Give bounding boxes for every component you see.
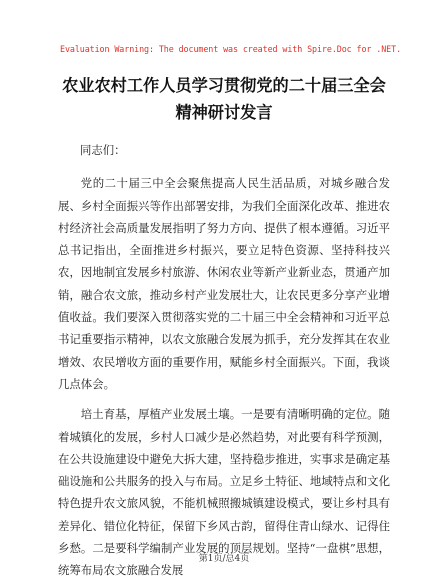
body-paragraph: 培土育基，厚植产业发展土壤。一是要有清晰明确的定位。随着城镇化的发展，乡村人口减少是必然趋势，对此要有科学预测，在公共设施建设中避免大拆大建，坚持稳步推进，实事求是确定基础设施和公共服务的投入与布局。立足乡土特征、地域特点和文化特色提升农文旅风貌，不能机械照搬城镇建设模式，要让乡村具有差异化、错位化特征，保留下乡风古韵，留得住青山绿水、记得住乡愁。二是要科学编制产业发展的顶层规划。坚持“一盘棋”思想，统筹布局农文旅融合发展 xyxy=(58,407,390,578)
salutation: 同志们： xyxy=(80,143,126,157)
page-number-footer: 第1页/总4页 xyxy=(198,554,250,564)
document-body xyxy=(58,139,390,582)
evaluation-watermark: Evaluation Warning: The document was created with Spire.Doc for .NET. xyxy=(60,44,402,54)
document-title: 农业农村工作人员学习贯彻党的二十届三全会精神研讨发言 xyxy=(62,76,386,122)
body-paragraph: 党的二十届三中全会聚焦提高人民生活品质，对城乡融合发展、乡村全面振兴等作出部署安排，为我们全面深化改革、推进农村经济社会高质量发展指明了努力方向、提供了根本遵循。习近平总书记指出，全面推进乡村振兴，要立足特色资源、坚持科技兴农，因地制宜发展乡村旅游、休闲农业等新产业新业态，贯通产加销，融合农文旅，推动乡村产业发展壮大，让农民更多分享产业增值收益。我们要深入贯彻落实党的二十届三中全会精神和习近平总书记重要指示精神，以农文旅融合发展为抓手，充分发挥其在农业增效、农民增收方面的重要作用，赋能乡村全面振兴。下面，我谈几点体会。 xyxy=(58,176,390,391)
